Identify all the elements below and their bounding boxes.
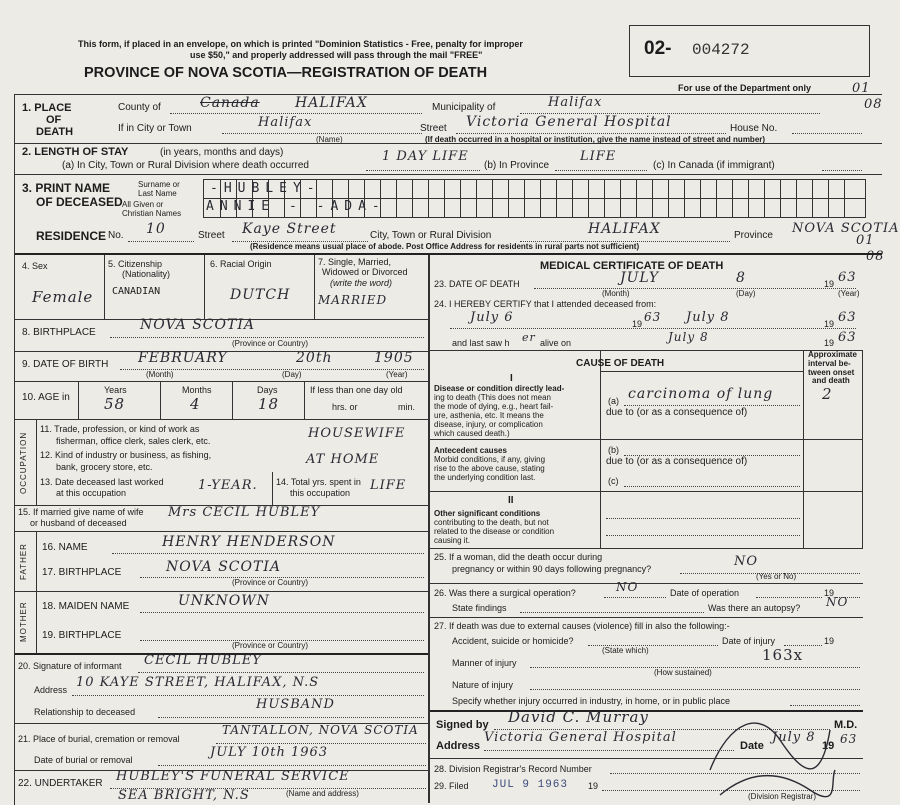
residence-province-label: Province [734, 230, 773, 241]
last-saw-fill: er [522, 331, 536, 344]
marital-label-3: (write the word) [330, 278, 393, 288]
q20-label: 20. Signature of informant [18, 661, 122, 671]
city-label: If in City or Town [118, 123, 192, 134]
house-label: House No. [730, 123, 778, 134]
q12-value: AT HOME [306, 452, 380, 467]
age-min-label: min. [398, 402, 416, 412]
form-title: PROVINCE OF NOVA SCOTIA—REGISTRATION OF DEATH [84, 65, 488, 81]
dept-code-3: 01 [856, 233, 875, 248]
q11-label: 11. Trade, profession, or kind of work as [40, 424, 200, 434]
given-label: All Given or [122, 200, 164, 209]
dob-month: FEBRUARY [138, 350, 228, 366]
division-registrar-note: (Division Registrar) [748, 792, 817, 801]
stay-b-value: LIFE [580, 149, 617, 164]
registration-number-box [629, 25, 870, 77]
relationship-label: Relationship to deceased [34, 707, 136, 717]
interval-label-2: interval be- [808, 359, 851, 368]
sex-label: 4. Sex [22, 261, 48, 271]
q15-label-2: or husband of deceased [30, 518, 127, 528]
age-months-value: 4 [190, 395, 201, 413]
disease-note-6: which caused death.) [434, 429, 510, 438]
nature-label: Nature of injury [452, 680, 514, 690]
city-value: Halifax [258, 115, 313, 130]
q15-value: Mrs CECIL HUBLEY [168, 505, 321, 520]
stay-sub: (in years, months and days) [160, 147, 284, 158]
marital-label: 7. Single, Married, [318, 257, 392, 267]
place-label-death: DEATH [36, 126, 74, 138]
antecedent-note-2: Morbid conditions, if any, giving [434, 455, 546, 464]
dob-day: 20th [296, 350, 333, 366]
dept-code-2: 08 [864, 97, 883, 112]
marital-label-2: Widowed or Divorced [322, 267, 408, 277]
residence-street-label: Street [198, 230, 225, 241]
md-label: M.D. [834, 719, 858, 731]
dob-label: 9. DATE OF BIRTH [22, 359, 109, 370]
filed-year-prefix: 19 [588, 781, 599, 791]
q27-label: 27. If death was due to external causes (violence) fill in also the following:- [434, 621, 730, 631]
father-side-label: FATHER [19, 543, 28, 580]
q23-label: 23. DATE OF DEATH [434, 279, 520, 289]
county-label: County of [118, 102, 161, 113]
cause-b-label: (b) [608, 445, 619, 455]
death-year: 63 [838, 270, 857, 285]
q14-value: LIFE [370, 478, 407, 493]
stay-a-value: 1 DAY LIFE [382, 149, 469, 164]
q21-label: 21. Place of burial, cremation or removal [18, 734, 180, 744]
q16-value: HENRY HENDERSON [162, 534, 336, 550]
mail-notice-line2: use $50," and properly addressed will pass through the mail "FREE" [190, 50, 483, 60]
death-month-note: (Month) [602, 289, 630, 298]
stay-b-label: (b) In Province [484, 160, 550, 171]
medical-heading: MEDICAL CERTIFICATE OF DEATH [540, 260, 724, 272]
q29-label: 29. Filed [434, 781, 469, 791]
given-label-2: Christian Names [122, 209, 182, 218]
residence-city-value: HALIFAX [588, 221, 661, 237]
q16-label: 16. NAME [42, 542, 88, 553]
q25-label: 25. If a woman, did the death occur during [434, 552, 603, 562]
death-month: JULY [620, 270, 660, 286]
alive-date: July 8 [668, 330, 709, 344]
residence-no-label: No. [108, 230, 124, 241]
attended-from: July 6 [470, 310, 514, 325]
other-note-3: related to the disease or condition [434, 527, 555, 536]
q24-label: 24. I HEREBY CERTIFY that I attended deceased from: [434, 299, 657, 309]
due-to-label: due to (or as a consequence of) [606, 407, 748, 418]
birthplace-note: (Province or Country) [232, 339, 309, 348]
q25-note: (Yes or No) [756, 572, 797, 581]
operation-year-prefix: 19 [824, 588, 835, 598]
burial-date-value: JULY 10th 1963 [210, 745, 329, 760]
municipality-value: Halifax [548, 95, 603, 110]
q21-value: TANTALLON, NOVA SCOTIA [222, 723, 419, 737]
q14-label-2: this occupation [290, 488, 351, 498]
age-lt-label: If less than one day old [310, 385, 403, 395]
cause-a-label: (a) [608, 396, 619, 406]
q11-label-2: fisherman, office clerk, sales clerk, etc. [56, 436, 211, 446]
surname-label-2: Last Name [138, 189, 177, 198]
relationship-value: HUSBAND [256, 697, 335, 712]
sex-value: Female [32, 288, 94, 306]
reg-prefix: 02- [644, 38, 672, 59]
other-conditions-label: Other significant conditions [434, 509, 541, 518]
signature-date-value: July 8 [772, 730, 816, 745]
municipality-label: Municipality of [432, 102, 496, 113]
cause-a-interval: 2 [822, 385, 833, 403]
occupation-side-label: OCCUPATION [19, 431, 28, 494]
residence-city-label: City, Town or Rural Division [370, 230, 492, 241]
findings-label: State findings [452, 603, 507, 613]
q17-note: (Province or Country) [232, 578, 309, 587]
interval-label-3: tween onset [808, 368, 855, 377]
stay-label: 2. LENGTH OF STAY [22, 146, 129, 158]
dob-month-note: (Month) [146, 370, 174, 379]
disease-note-3: the mode of dying, e.g., heart fail- [434, 402, 554, 411]
county-struck-value: Canada [200, 95, 260, 111]
race-value: DUTCH [230, 287, 291, 303]
state-which-note: (State which) [602, 646, 649, 655]
residence-no-value: 10 [146, 221, 166, 237]
disease-note-4: ure, asthenia, etc. It means the [434, 411, 544, 420]
q12-label-2: bank, grocery store, etc. [56, 462, 153, 472]
residence-province-value: NOVA SCOTIA [792, 221, 900, 236]
attended-to: July 8 [686, 310, 730, 325]
undertaker-note: (Name and address) [286, 789, 359, 798]
race-label: 6. Racial Origin [210, 259, 272, 269]
informant-address-label: Address [34, 685, 68, 695]
alive-on-label: alive on [540, 338, 572, 348]
other-note-4: causing it. [434, 536, 471, 545]
attended-to-year: 63 [838, 310, 857, 325]
county-value: HALIFAX [295, 95, 368, 111]
autopsy-value: NO [826, 595, 849, 609]
registrar-signature-scrawl [700, 700, 840, 805]
residence-note: (Residence means usual place of abode. Post Office Address for residents in rural parts not sufficient) [250, 242, 640, 251]
death-year-note: (Year) [838, 289, 860, 298]
street-value: Victoria General Hospital [466, 114, 672, 130]
q18-value: UNKNOWN [178, 593, 270, 609]
q11-value: HOUSEWIFE [308, 426, 406, 441]
autopsy-label: Was there an autopsy? [708, 603, 801, 613]
last-saw-label: and last saw h [452, 338, 510, 348]
name-label-deceased: OF DECEASED [36, 195, 123, 209]
attended-to-year-prefix: 19 [824, 319, 835, 329]
disease-note-1: Disease or condition directly lead- [434, 384, 565, 393]
given-value: ANNIE - -ADA- [206, 199, 386, 214]
dob-day-note: (Day) [282, 370, 302, 379]
injury-year-prefix: 19 [824, 636, 835, 646]
place-label: 1. PLACE [22, 102, 72, 114]
death-year-prefix: 19 [824, 279, 835, 289]
age-days-label: Days [257, 385, 278, 395]
birthplace-label: 8. BIRTHPLACE [22, 327, 96, 338]
antecedent-note-3: rise to the above cause, stating [434, 464, 545, 473]
interval-label-4: and death [812, 376, 850, 385]
q17-label: 17. BIRTHPLACE [42, 567, 122, 578]
death-day-note: (Day) [736, 289, 756, 298]
cause-part-1: I [510, 373, 513, 384]
city-name-note: (Name) [316, 135, 343, 144]
age-years-label: Years [104, 385, 127, 395]
q14-label: 14. Total yrs. spent in [276, 477, 361, 487]
mother-side-label: MOTHER [19, 601, 28, 642]
attended-from-year-prefix: 19 [632, 319, 643, 329]
q25-label-2: pregnancy or within 90 days following pregnancy? [452, 564, 652, 574]
q19-label: 19. BIRTHPLACE [42, 630, 122, 641]
dept-use-note: For use of the Department only [678, 83, 812, 93]
burial-date-label: Date of burial or removal [34, 755, 133, 765]
filed-stamp: JUL 9 1963 [492, 779, 569, 791]
alive-year: 63 [838, 330, 857, 345]
citizenship-label: 5. Citizenship [108, 259, 163, 269]
cause-a-value: carcinoma of lung [628, 386, 774, 402]
disease-note-2: ing to death (This does not mean [434, 393, 551, 402]
q28-label: 28. Division Registrar's Record Number [434, 764, 592, 774]
age-years-value: 58 [104, 395, 126, 413]
stay-c-label: (c) In Canada (if immigrant) [653, 160, 775, 171]
q12-label: 12. Kind of industry or business, as fishing, [40, 450, 212, 460]
q26-label: 26. Was there a surgical operation? [434, 588, 576, 598]
signed-by-label: Signed by [436, 719, 489, 731]
antecedent-label: Antecedent causes [434, 446, 507, 455]
q17-value: NOVA SCOTIA [166, 559, 281, 575]
antecedent-note-4: the underlying condition last. [434, 473, 536, 482]
dept-code-1: 01 [852, 81, 871, 96]
injury-date-label: Date of injury [722, 636, 776, 646]
disease-note-5: disease, injury, or complication [434, 420, 543, 429]
q13-label-2: at this occupation [56, 488, 127, 498]
q18-label: 18. MAIDEN NAME [42, 601, 130, 612]
reg-number: 004272 [692, 41, 750, 59]
informant-address-value: 10 KAYE STREET, HALIFAX, N.S [76, 675, 320, 690]
accident-label: Accident, suicide or homicide? [452, 636, 574, 646]
surname-label: Surname or [138, 180, 180, 189]
residence-street-value: Kaye Street [242, 221, 337, 237]
stay-a-label: (a) In City, Town or Rural Division where death occurred [62, 160, 309, 171]
surname-value: -HUBLEY- [210, 181, 321, 196]
q15-label: 15. If married give name of wife [18, 507, 144, 517]
citizenship-value: CANADIAN [112, 286, 161, 297]
operation-date-label: Date of operation [670, 588, 740, 598]
dob-year: 1905 [374, 350, 414, 366]
dept-code-4: 08 [866, 249, 885, 264]
name-grid [203, 179, 866, 218]
signature-date-label: Date [740, 740, 764, 752]
birthplace-value: NOVA SCOTIA [140, 317, 255, 333]
signature-year-prefix: 19 [822, 740, 835, 752]
attended-from-year: 63 [644, 310, 662, 324]
residence-label: RESIDENCE [36, 229, 107, 243]
street-label: Street [420, 123, 447, 134]
manner-label: Manner of injury [452, 658, 517, 668]
hospital-note: (If death occurred in a hospital or institution, give the name instead of street and number) [425, 135, 766, 144]
due-to-b-label: due to (or as a consequence of) [606, 456, 748, 467]
q19-note: (Province or Country) [232, 641, 309, 650]
dob-year-note: (Year) [386, 370, 408, 379]
q13-value: 1-YEAR. [198, 478, 258, 493]
name-label: 3. PRINT NAME [22, 181, 111, 195]
mail-notice-line1: This form, if placed in an envelope, on which is printed "Dominion Statistics - Free, penalty for improper [78, 39, 523, 49]
signature-year: 63 [840, 732, 858, 746]
physician-signature: David C. Murray [508, 708, 649, 726]
citizenship-label-2: (Nationality) [122, 269, 171, 279]
physician-address-label: Address [436, 740, 481, 752]
place-label-of: OF [46, 114, 62, 126]
marital-value: MARRIED [318, 293, 388, 307]
department-code: 163x [762, 646, 804, 664]
interval-label: Approximate [808, 350, 857, 359]
age-days-value: 18 [258, 395, 280, 413]
physician-address-value: Victoria General Hospital [484, 730, 677, 745]
q25-value: NO [734, 554, 759, 569]
undertaker-address-value: SEA BRIGHT, N.S [118, 788, 250, 803]
cause-c-label: (c) [608, 476, 619, 486]
how-sustained-note: (How sustained) [654, 668, 712, 677]
q26-value: NO [616, 580, 639, 594]
undertaker-value: HUBLEY'S FUNERAL SERVICE [116, 769, 350, 784]
q13-label: 13. Date deceased last worked [40, 477, 164, 487]
cause-part-2: II [508, 495, 514, 506]
q20-value: CECIL HUBLEY [144, 653, 262, 668]
age-hrs-label: hrs. or [332, 402, 358, 412]
death-day: 8 [736, 270, 746, 286]
age-months-label: Months [182, 385, 212, 395]
alive-year-prefix: 19 [824, 338, 835, 348]
specify-label: Specify whether injury occurred in industry, in home, or in public place [452, 696, 730, 706]
age-label: 10. AGE in [22, 392, 70, 403]
other-note-2: contributing to the death, but not [434, 518, 549, 527]
q22-label: 22. UNDERTAKER [18, 778, 103, 789]
cause-heading: CAUSE OF DEATH [576, 358, 665, 369]
